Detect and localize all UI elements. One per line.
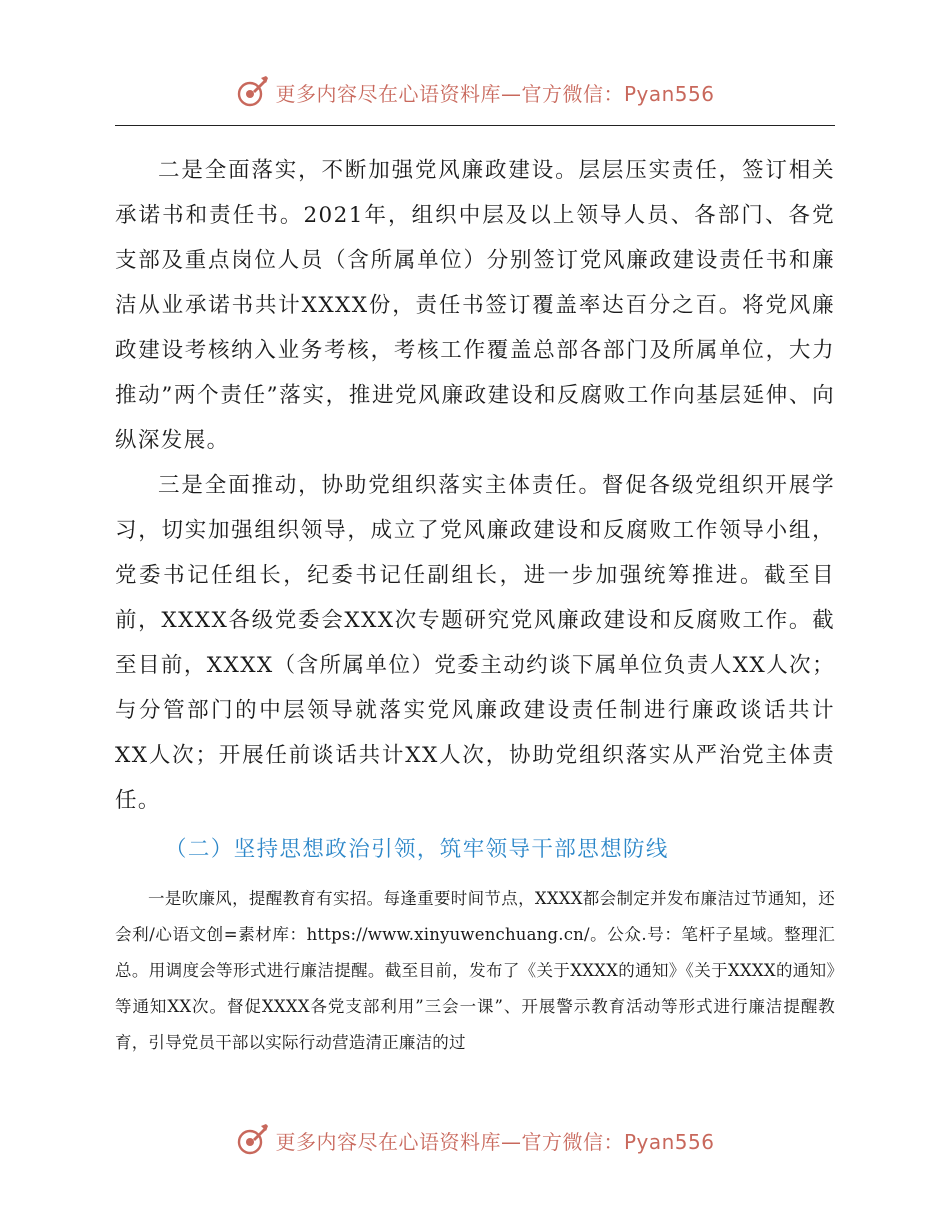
header-divider xyxy=(115,125,835,126)
pen-nib-seal-icon xyxy=(235,75,269,109)
header-watermark xyxy=(0,72,950,112)
header-watermark-text: 更多内容尽在心语资料库—官方微信：Pyan556 xyxy=(275,81,715,106)
footer-watermark xyxy=(0,1120,950,1160)
document-body xyxy=(115,148,835,1061)
section-heading: （二）坚持思想政治引领，筑牢领导干部思想防线 xyxy=(165,837,669,862)
pen-nib-seal-icon xyxy=(235,1123,269,1157)
paragraph-1: 二是全面落实，不断加强党风廉政建设。层层压实责任，签订相关承诺书和责任书。2021年，组织中层及以上领导人员、各部门、各党支部及重点岗位人员（含所属单位）分别签订党风廉政建设责任书和廉洁从业承诺书共计XXXX份，责任书签订覆盖率达百分之百。将党风廉政建设考核纳入业务考核，考核工作覆盖总部各部门及所属单位，大力推动”两个责任”落实，推进党风廉政建设和反腐败工作向基层延伸、向纵深发展。 xyxy=(115,158,835,453)
footer-watermark-text: 更多内容尽在心语资料库—官方微信：Pyan556 xyxy=(275,1129,715,1154)
paragraph-2: 三是全面推动，协助党组织落实主体责任。督促各级党组织开展学习，切实加强组织领导，成立了党风廉政建设和反腐败工作领导小组，党委书记任组长，纪委书记任副组长，进一步加强统筹推进。截至目前，XXXX各级党委会XXX次专题研究党风廉政建设和反腐败工作。截至目前，XXXX（含所属单位）党委主动约谈下属单位负责人XX人次；与分管部门的中层领导就落实党风廉政建设责任制进行廉政谈话共计XX人次；开展任前谈话共计XX人次，协助党组织落实从严治党主体责任。 xyxy=(115,473,835,813)
paragraph-3: 一是吹廉风，提醒教育有实招。每逢重要时间节点，XXXX都会制定并发布廉洁过节通知，还会利/心语文创=素材库：https://www.xinyuwenchuang.cn/。公众.号：笔杆子星域。整理汇总。用调度会等形式进行廉洁提醒。截至目前，发布了《关于XXXX的通知》《关于XXXX的通知》等通知XX次。督促XXXX各党支部利用”三会一课”、开展警示教育活动等形式进行廉洁提醒教育，引导党员干部以实际行动营造清正廉洁的过 xyxy=(115,889,835,1052)
